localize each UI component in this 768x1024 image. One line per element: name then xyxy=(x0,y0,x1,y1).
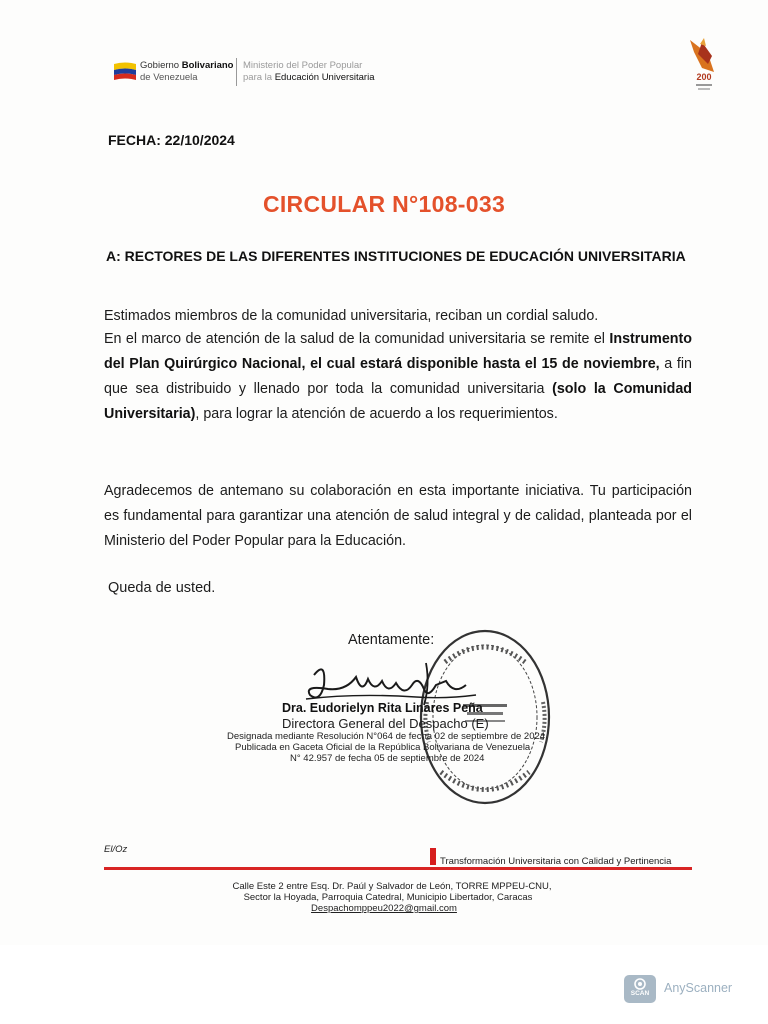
government-label: Gobierno Bolivariano xyxy=(140,60,234,71)
resolution-line-1: Designada mediante Resolución N°064 de fecha 02 de septiembre de 2024 xyxy=(227,731,546,742)
footer-slogan: Transformación Universitaria con Calidad y Pertinencia xyxy=(440,856,672,867)
svg-text:200: 200 xyxy=(696,72,712,82)
footer-divider xyxy=(104,867,692,870)
resolution-line-2: Publicada en Gaceta Oficial de la República Bolivariana de Venezuela xyxy=(235,742,531,753)
address-line-1: Calle Este 2 entre Esq. Dr. Paúl y Salvador de León, TORRE MPPEU-CNU, xyxy=(232,881,552,892)
bicentennial-emblem-icon xyxy=(684,34,724,98)
signatory-role: Directora General del Despacho (E) xyxy=(282,716,489,731)
body-paragraph-2: Agradecemos de antemano su colaboración en esta importante iniciativa. Tu participación es fundamental para garantizar una atención de salud integral y de calidad, planteada por el Ministerio del Poder Popular para la Educación. xyxy=(104,483,692,549)
document-date: FECHA: 22/10/2024 xyxy=(108,132,235,148)
body-paragraph-1: En el marco de atención de la salud de la comunidad universitaria se remite el Instrumento del Plan Quirúrgico Nacional, el cual estará disponible hasta el 15 de noviembre, a fin que sea distribuido y llenado por toda la comunidad universitaria (solo la Comunidad Universitaria), para lograr la atención de acuerdo a los requerimientos. xyxy=(104,331,692,422)
address-line-2: Sector la Hoyada, Parroquia Catedral, Municipio Libertador, Caracas xyxy=(243,892,533,903)
contact-email: Despachomppeu2022@gmail.com xyxy=(311,903,457,914)
circular-title: CIRCULAR N°108-033 xyxy=(262,191,506,217)
signatory-name: Dra. Eudorielyn Rita Linares Peña xyxy=(282,701,483,715)
closing-text: Queda de usted. xyxy=(108,580,216,596)
ministry-name: para la Educación Universitaria xyxy=(243,72,375,83)
greeting-paragraph: Estimados miembros de la comunidad universitaria, reciban un cordial saludo. xyxy=(104,308,599,324)
regards-text: Atentamente: xyxy=(348,632,435,648)
slogan-accent-mark xyxy=(430,848,436,865)
scanner-app-name: AnyScanner xyxy=(664,981,733,995)
scanner-watermark xyxy=(624,975,744,1003)
author-initials: El/Oz xyxy=(104,844,128,855)
scanner-logo-icon: SCAN xyxy=(624,975,656,1003)
ministry-label: Ministerio del Poder Popular xyxy=(243,60,363,71)
government-country: de Venezuela xyxy=(140,72,198,83)
venezuela-flag-icon xyxy=(114,62,136,80)
header-divider xyxy=(236,58,237,86)
resolution-line-3: N° 42.957 de fecha 05 de septiembre de 2024 xyxy=(290,753,485,764)
addressee: A: RECTORES DE LAS DIFERENTES INSTITUCIONES DE EDUCACIÓN UNIVERSITARIA xyxy=(106,248,686,264)
